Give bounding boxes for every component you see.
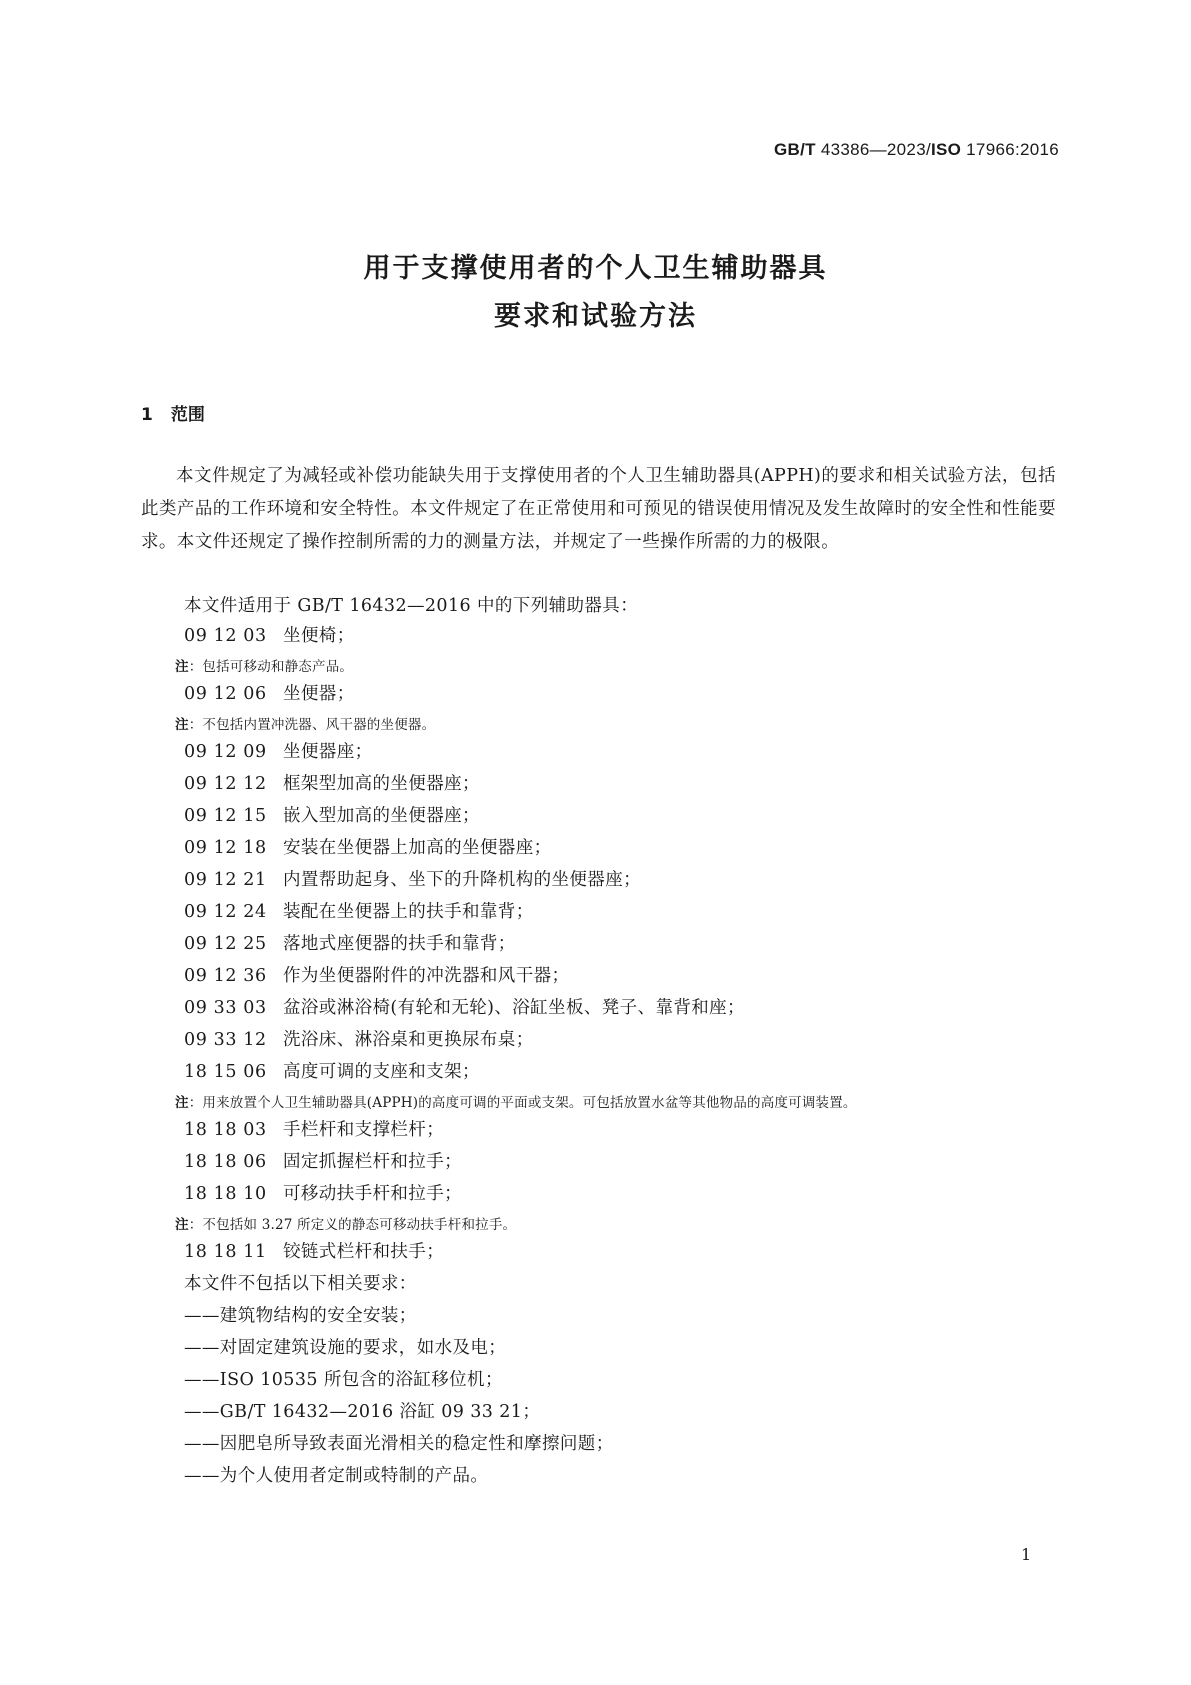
applies-statement: 本文件适用于 GB/T 16432—2016 中的下列辅助器具： [184, 596, 639, 616]
note: 注：不包括如 3.27 所定义的静态可移动扶手杆和拉手。 [175, 1217, 517, 1233]
list-item: 09 12 18 安装在坐便器上加高的坐便器座； [184, 838, 552, 858]
section-heading [141, 400, 205, 425]
exclusions-intro: 本文件不包括以下相关要求： [184, 1274, 417, 1294]
exclusion-item: ——GB/T 16432—2016 浴缸 09 33 21； [184, 1402, 541, 1422]
note: 注：用来放置个人卫生辅助器具(APPH)的高度可调的平面或支架。可包括放置水盆等其他物品的高度可调装置。 [175, 1095, 857, 1111]
list-item: 18 18 11 铰链式栏杆和扶手； [184, 1242, 445, 1262]
list-item: 18 18 10 可移动扶手杆和拉手； [184, 1184, 462, 1204]
list-item: 18 18 03 手栏杆和支撑栏杆； [184, 1120, 445, 1140]
standard-code: GB/T 43386—2023/ISO 17966:2016 [774, 140, 1059, 159]
scope-paragraph: 本文件规定了为减轻或补偿功能缺失用于支撑使用者的个人卫生辅助器具(APPH)的要求和相关试验方法，包括此类产品的工作环境和安全特性。本文件规定了在正常使用和可预见的错误使用情况及发生故障时的安全性和性能要求。本文件还规定了操作控制所需的力的测量方法，并规定了一些操作所需的力的极限。 [141, 466, 1056, 552]
page-number: 1 [1021, 1545, 1032, 1564]
list-item: 09 12 36 作为坐便器附件的冲洗器和风干器； [184, 966, 570, 986]
exclusion-item: ——对固定建筑设施的要求，如水及电； [184, 1338, 507, 1358]
list-item: 18 18 06 固定抓握栏杆和拉手； [184, 1152, 462, 1172]
list-item: 09 12 25 落地式座便器的扶手和靠背； [184, 934, 516, 954]
exclusion-item: ——ISO 10535 所包含的浴缸移位机； [184, 1370, 503, 1390]
list-item: 09 12 21 内置帮助起身、坐下的升降机构的坐便器座； [184, 870, 641, 890]
exclusion-item: ——建筑物结构的安全安装； [184, 1306, 417, 1326]
section-title: 范围 [170, 405, 205, 425]
list-item: 09 12 09 坐便器座； [184, 742, 373, 762]
exclusion-item: ——因肥皂所导致表面光滑相关的稳定性和摩擦问题； [184, 1434, 614, 1454]
note: 注：不包括内置冲洗器、风干器的坐便器。 [175, 717, 436, 733]
section-number: 1 [141, 405, 153, 425]
list-item: 09 12 03 坐便椅； [184, 626, 355, 646]
exclusion-item: ——为个人使用者定制或特制的产品。 [184, 1466, 489, 1486]
list-item: 09 33 03 盆浴或淋浴椅(有轮和无轮)、浴缸坐板、凳子、靠背和座； [184, 998, 745, 1018]
list-item: 09 12 15 嵌入型加高的坐便器座； [184, 806, 480, 826]
list-item: 09 12 24 装配在坐便器上的扶手和靠背； [184, 902, 534, 922]
document-title: 用于支撑使用者的个人卫生辅助器具 [363, 253, 828, 284]
list-item: 09 33 12 洗浴床、淋浴桌和更换尿布桌； [184, 1030, 534, 1050]
note: 注：包括可移动和静态产品。 [175, 659, 354, 675]
list-item: 18 15 06 高度可调的支座和支架； [184, 1062, 480, 1082]
list-item: 09 12 12 框架型加高的坐便器座； [184, 774, 480, 794]
list-item: 09 12 06 坐便器； [184, 684, 355, 704]
document-subtitle: 要求和试验方法 [494, 301, 697, 332]
